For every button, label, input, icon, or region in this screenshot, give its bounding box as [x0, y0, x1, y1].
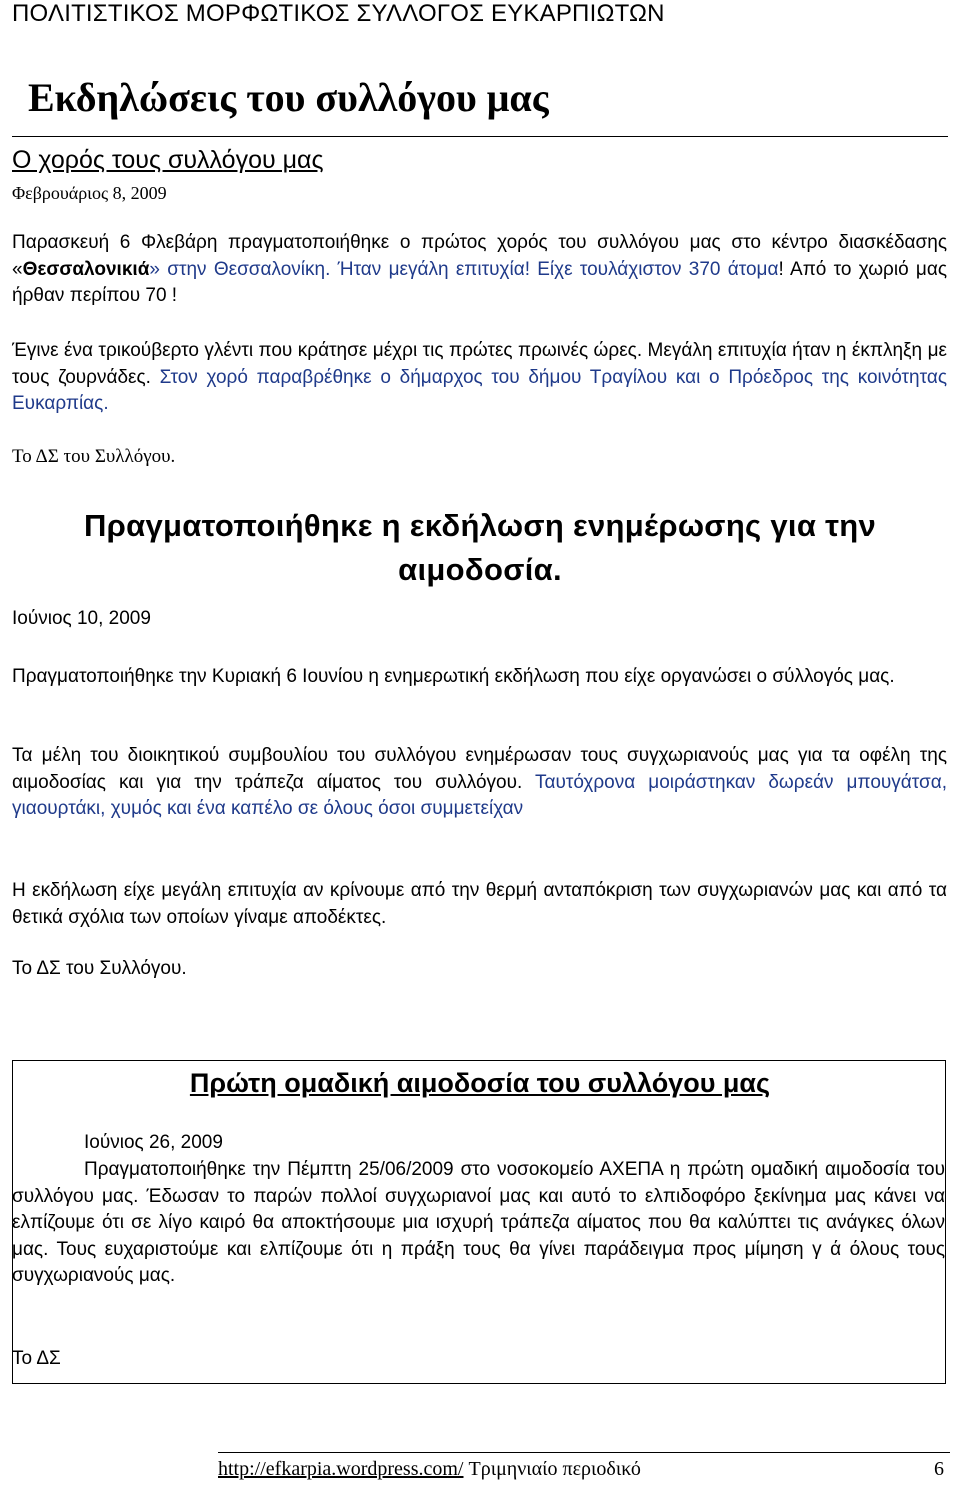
article-paragraph: Πραγματοποιήθηκε την Πέμπτη 25/06/2009 στο νοσοκομείο ΑΧΕΠΑ η πρώτη ομαδική αιμοδοσία του συλλόγου μας. Έδωσαν το παρών πολλοί συγχωριανοί μας και αυτό το ελπιδοφόρο ξεκίνημα μας κάνει να ελπίζουμε ότι σε λίγο καιρό θα αποκτήσουμε μια ισχυρή τράπεζα αίματος που θα καλύπτει τις ανάγκες όλων μας. Τους ευχαριστούμε και ελπίζουμε ότι η πράξη τους θα γίνει παράδειγμα προς μίμηση γ ά όλους τους συγχωριανούς μας. [12, 1159, 945, 1286]
article-paragraph [12, 338, 947, 418]
article-date: Ιούνιος 26, 2009 [84, 1132, 223, 1153]
page-title: Εκδηλώσεις του συλλόγου μας [28, 75, 549, 120]
title-divider [12, 136, 948, 137]
article-paragraph: Η εκδήλωση είχε μεγάλη επιτυχία αν κρίνουμε από την θερμή ανταπόκριση των συγχωριανών μας και από τα θετικά σχόλια των οποίων γίναμε αποδέκτες. [12, 880, 947, 928]
article-date: Φεβρουάριος 8, 2009 [12, 183, 167, 203]
paragraph-text: Έγινε ένα τρικούβερτο γλέντι που κράτησε μέχρι τις πρώτες πρωινές ώρες. Μεγάλη επιτυχία ήταν η έκπληξη με τους ζουρνάδες. [12, 340, 947, 388]
paragraph-text: » στην Θεσσαλονίκη. Ήταν μεγάλη επιτυχία! Είχε τουλάχιστον 370 άτομα [149, 258, 779, 280]
article-title-blood-info: Πραγματοποιήθηκε η εκδήλωση ενημέρωσης για την αιμοδοσία. [83, 508, 877, 587]
paragraph-text: Ταυτόχρονα μοιράστηκαν δωρεάν μπουγάτσα, γιαουρτάκι, χυμός και ένα καπέλο σε όλους όσοι συμμετείχαν [12, 771, 947, 819]
article-paragraph: Πραγματοποιήθηκε την Κυριακή 6 Ιουνίου η ενημερωτική εκδήλωση που είχε οργανώσει ο σύλλογός μας. [12, 666, 895, 687]
paragraph-text: Παρασκευή 6 Φλεβάρη πραγματοποιήθηκε ο πρώτος χορός του συλλόγου μας στο κέντρο διασκέδασης « [12, 232, 947, 280]
article-signature: Το ΔΣ του Συλλόγου. [12, 958, 187, 979]
venue-name: Θεσσαλονικιά [22, 258, 150, 280]
publication-header: ΠΟΛΙΤΙΣΤΙΚΟΣ ΜΟΡΦΩΤΙΚΟΣ ΣΥΛΛΟΓΟΣ ΕΥΚΑΡΠΙΩΤΩΝ [12, 0, 665, 27]
article-title-blood-drive: Πρώτη ομαδική αιμοδοσία του συλλόγου μας [189, 1068, 771, 1098]
paragraph-text: ! Από το χωριό μας ήρθαν περίπου 70 ! [12, 258, 948, 306]
paragraph-text: Τα μέλη του διοικητικού συμβουλίου του συλλόγου ενημέρωσαν τους συγχωριανούς μας για τα οφέλη της αιμοδοσίας και για την τράπεζα αίματος του συλλόγου. [12, 745, 947, 793]
article-title-dance: Ο χορός τους συλλόγου μας [12, 146, 324, 174]
article-paragraph [12, 743, 947, 823]
article-date: Ιούνιος 10, 2009 [12, 608, 151, 629]
page-number: 6 [934, 1458, 944, 1480]
footer-divider [218, 1452, 950, 1453]
paragraph-text: Στον χορό παραβρέθηκε ο δήμαρχος του δήμου Τραγίλου και ο Πρόεδρος της κοινότητας Ευκαρπίας. [12, 366, 947, 414]
article-paragraph [12, 230, 947, 310]
magazine-label: Τριμηνιαίο περιοδικό [463, 1458, 641, 1480]
footer-line [218, 1458, 641, 1481]
article-signature: Το ΔΣ [12, 1348, 61, 1369]
article-signature: Το ΔΣ του Συλλόγου. [12, 446, 176, 467]
blog-link[interactable]: http://efkarpia.wordpress.com/ [218, 1458, 464, 1480]
